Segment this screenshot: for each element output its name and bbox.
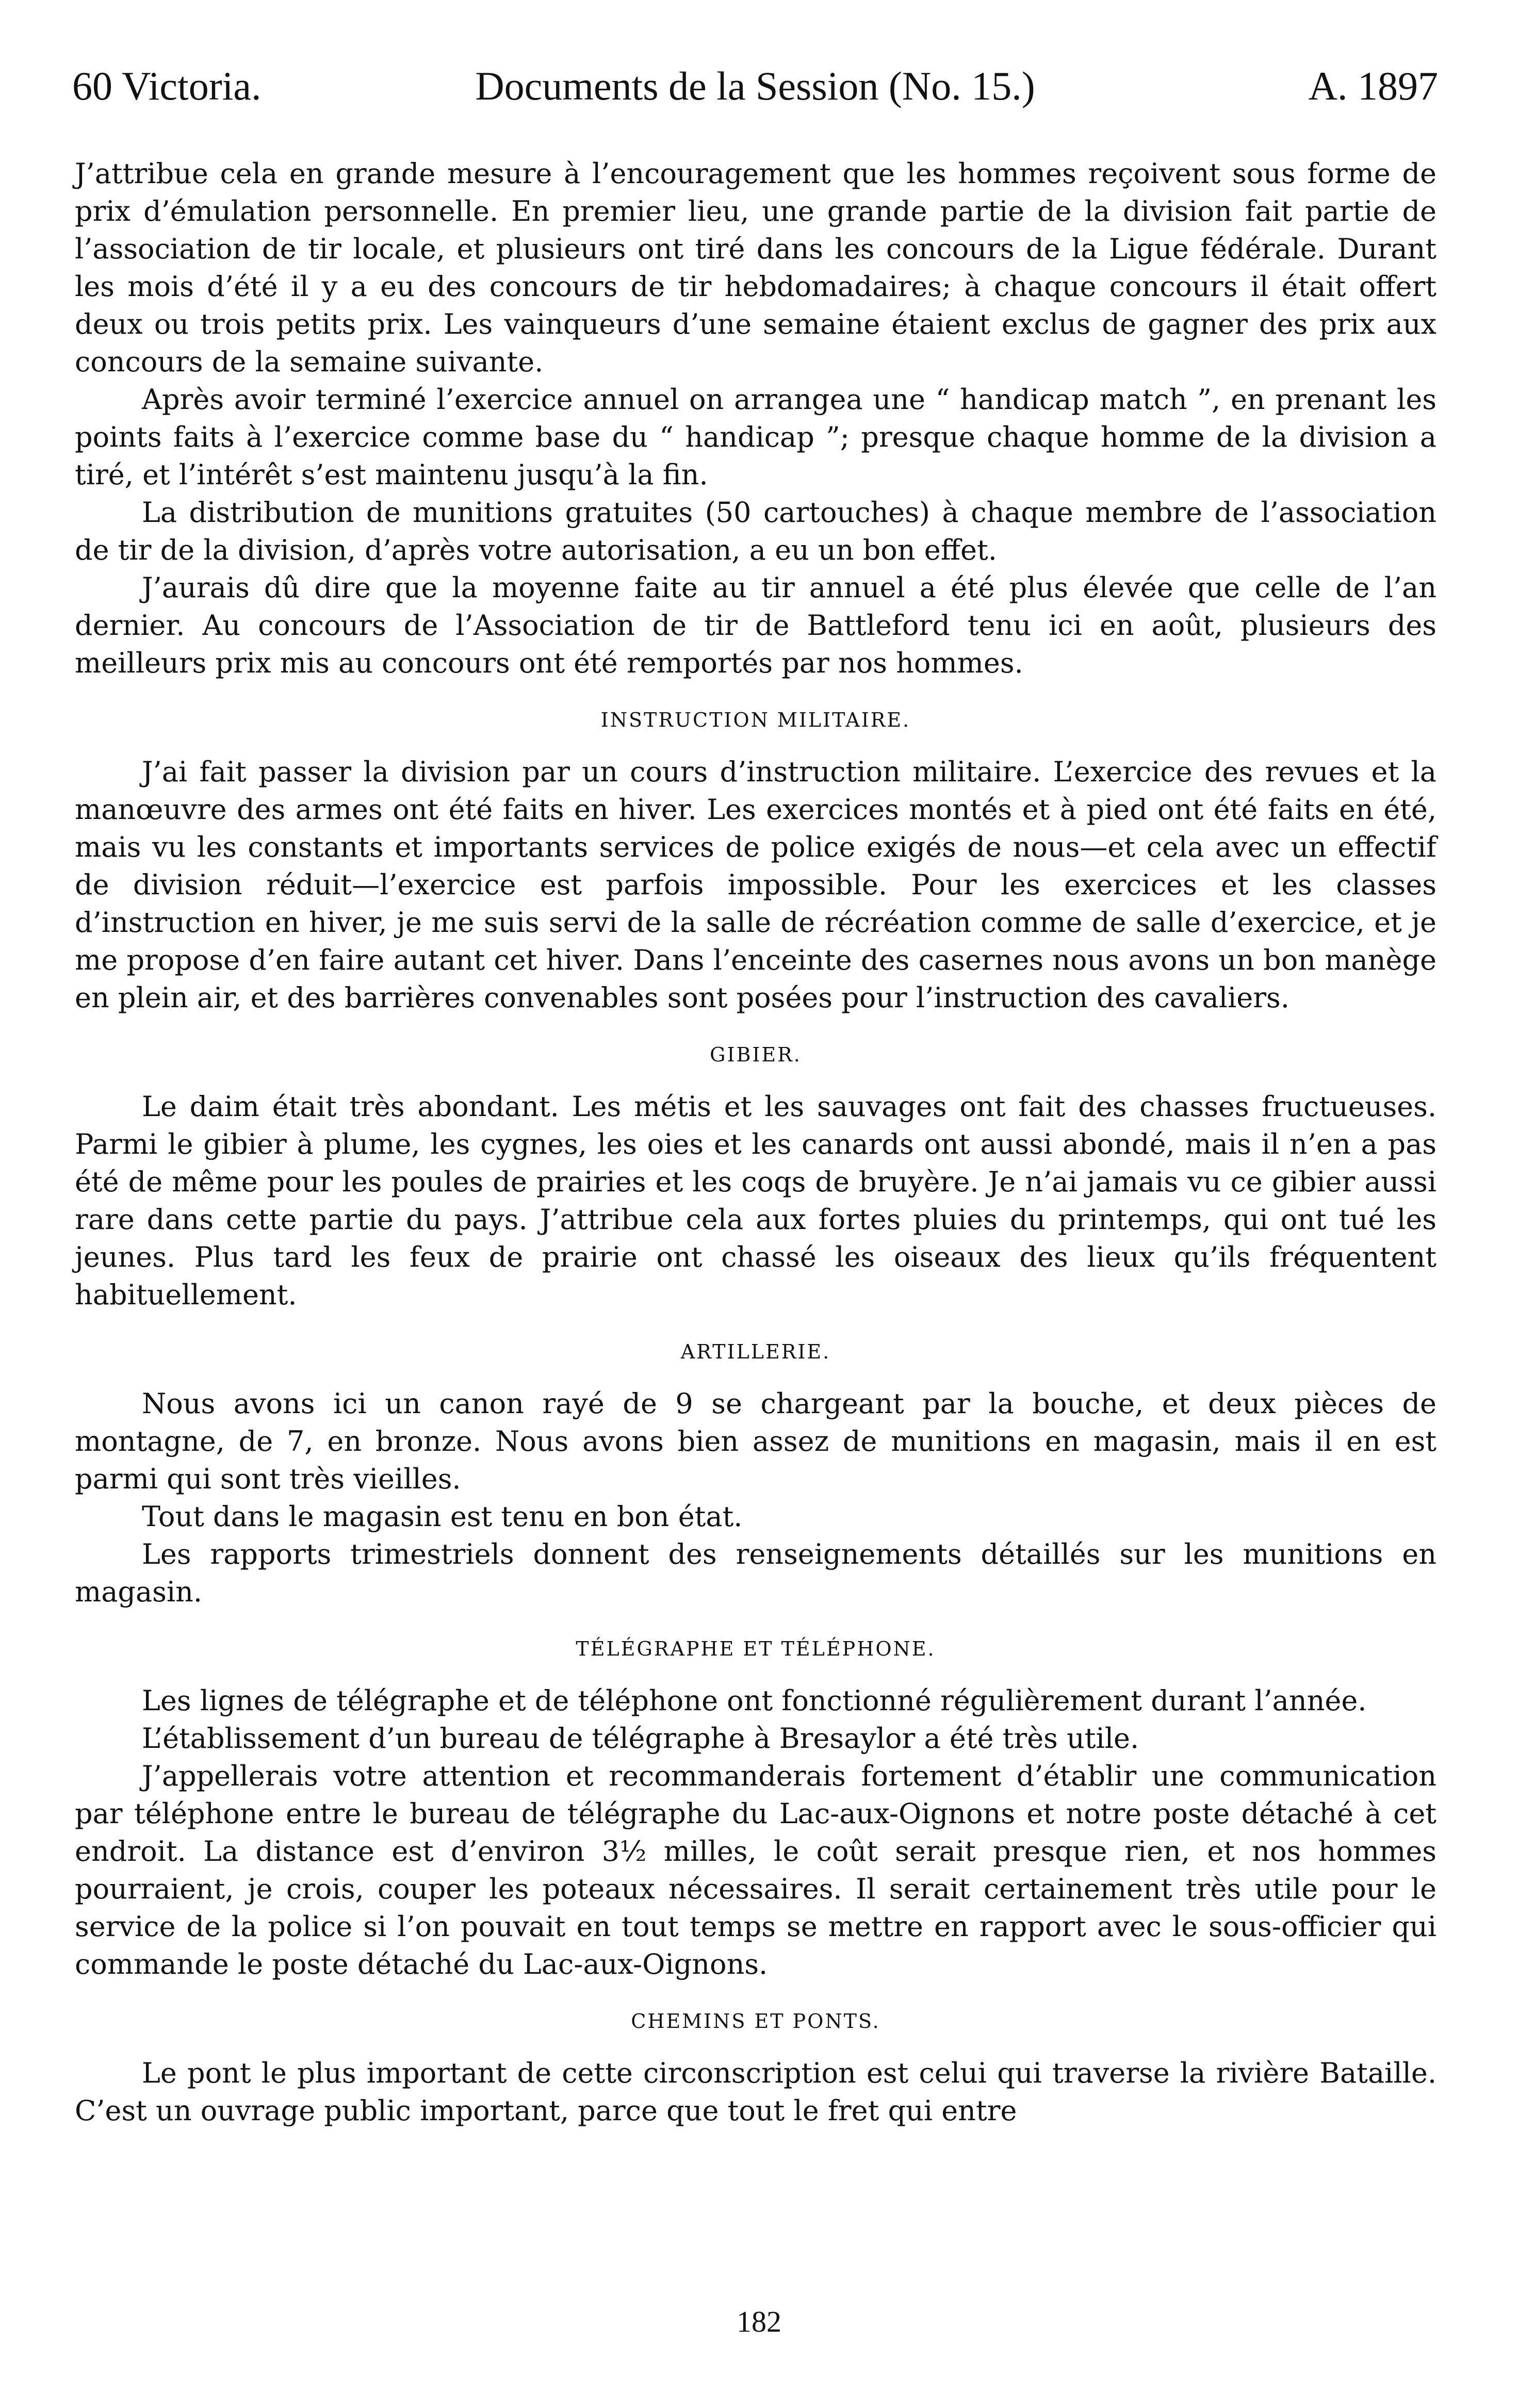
section-heading-gibier: GIBIER. bbox=[710, 1043, 802, 1066]
intro-paragraph-1: J’attribue cela en grande mesure à l’encouragement que les hommes reçoivent sous forme de prix d’émulation personnelle. En premier lieu, une grande partie de la division fait partie de l’association de tir locale, et plusieurs ont tiré dans les concours de la Ligue fédérale. Durant les mois d’été il y a eu des concours de tir hebdomadaires; à chaque concours il était offert deux ou trois petits prix. Les vainqueurs d’une semaine étaient exclus de gagner des prix aux concours de la semaine suivante. bbox=[75, 157, 1437, 378]
header-volume: 60 Victoria. bbox=[72, 63, 262, 108]
chemins-paragraph-1: Le pont le plus important de cette circonscription est celui qui traverse la rivière Bataille. C’est un ouvrage public important, parce que tout le fret qui entre bbox=[75, 2057, 1437, 2127]
instruction-paragraph-1: J’ai fait passer la division par un cours d’instruction militaire. L’exercice des revues et la manœuvre des armes ont été faits en hiver. Les exercices montés et à pied ont été faits en été, mais vu les constants et importants services de police exigés de nous—et cela avec un effectif de division réduit—l’exercice est parfois impossible. Pour les exercices et les classes d’instruction en hiver, je me suis servi de la salle de récréation comme de salle d’exercice, et je me propose d’en faire autant cet hiver. Dans l’enceinte des casernes nous avons un bon manège en plein air, et des barrières convenables sont posées pour l’instruction des cavaliers. bbox=[75, 756, 1437, 1014]
page-number: 182 bbox=[737, 2305, 781, 2338]
intro-paragraph-2: Après avoir terminé l’exercice annuel on arrangea une “ handicap match ”, en prenant les points faits à l’exercice comme base du “ handicap ”; presque chaque homme de la division a tiré, et l’intérêt s’est maintenu jusqu’à la fin. bbox=[75, 383, 1437, 491]
section-heading-artillerie: ARTILLERIE. bbox=[680, 1340, 831, 1363]
section-heading-telegraphe-telephone: TÉLÉGRAPHE ET TÉLÉPHONE. bbox=[576, 1637, 936, 1660]
intro-paragraph-3: La distribution de munitions gratuites (50 cartouches) à chaque membre de l’association de tir de la division, d’après votre autorisation, a eu un bon effet. bbox=[75, 496, 1437, 566]
artillerie-paragraph-3: Les rapports trimestriels donnent des renseignements détaillés sur les munitions en magasin. bbox=[75, 1538, 1437, 1608]
telegraphe-paragraph-2: L’établissement d’un bureau de télégraphe à Bresaylor a été très utile. bbox=[142, 1722, 1139, 1755]
artillerie-paragraph-2: Tout dans le magasin est tenu en bon état. bbox=[142, 1500, 743, 1533]
document-body bbox=[75, 155, 1437, 2129]
telegraphe-paragraph-3: J’appellerais votre attention et recommanderais fortement d’établir une communication par téléphone entre le bureau de télégraphe du Lac-aux-Oignons et notre poste détaché à cet endroit. La distance est d’environ 3½ milles, le coût serait presque rien, et nos hommes pourraient, je crois, couper les poteaux nécessaires. Il serait certainement très utile pour le service de la police si l’on pouvait en tout temps se mettre en rapport avec le sous-officier qui commande le poste détaché du Lac-aux-Oignons. bbox=[75, 1760, 1437, 1980]
header-title: Documents de la Session (No. 15.) bbox=[475, 63, 1035, 108]
header-year: A. 1897 bbox=[1308, 63, 1438, 108]
intro-paragraph-4: J’aurais dû dire que la moyenne faite au tir annuel a été plus élevée que celle de l’an dernier. Au concours de l’Association de tir de Battleford tenu ici en août, plusieurs des meilleurs prix mis au concours ont été remportés par nos hommes. bbox=[75, 571, 1437, 679]
section-heading-chemins-ponts: CHEMINS ET PONTS. bbox=[631, 2010, 880, 2033]
gibier-paragraph-1: Le daim était très abondant. Les métis et les sauvages ont fait des chasses fructueuses. Parmi le gibier à plume, les cygnes, les oies et les canards ont aussi abondé, mais il n’en a pas été de même pour les poules de prairies et les coqs de bruyère. Je n’ai jamais vu ce gibier aussi rare dans cette partie du pays. J’attribue cela aux fortes pluies du printemps, qui ont tué les jeunes. Plus tard les feux de prairie ont chassé les oiseaux des lieux qu’ils fréquentent habituellement. bbox=[75, 1090, 1437, 1311]
artillerie-paragraph-1: Nous avons ici un canon rayé de 9 se chargeant par la bouche, et deux pièces de montagne, de 7, en bronze. Nous avons bien assez de munitions en magasin, mais il en est parmi qui sont très vieilles. bbox=[75, 1387, 1437, 1495]
telegraphe-paragraph-1: Les lignes de télégraphe et de téléphone ont fonctionné régulièrement durant l’année. bbox=[142, 1684, 1367, 1717]
running-header bbox=[72, 58, 1438, 114]
section-heading-instruction-militaire: INSTRUCTION MILITAIRE. bbox=[600, 709, 911, 731]
